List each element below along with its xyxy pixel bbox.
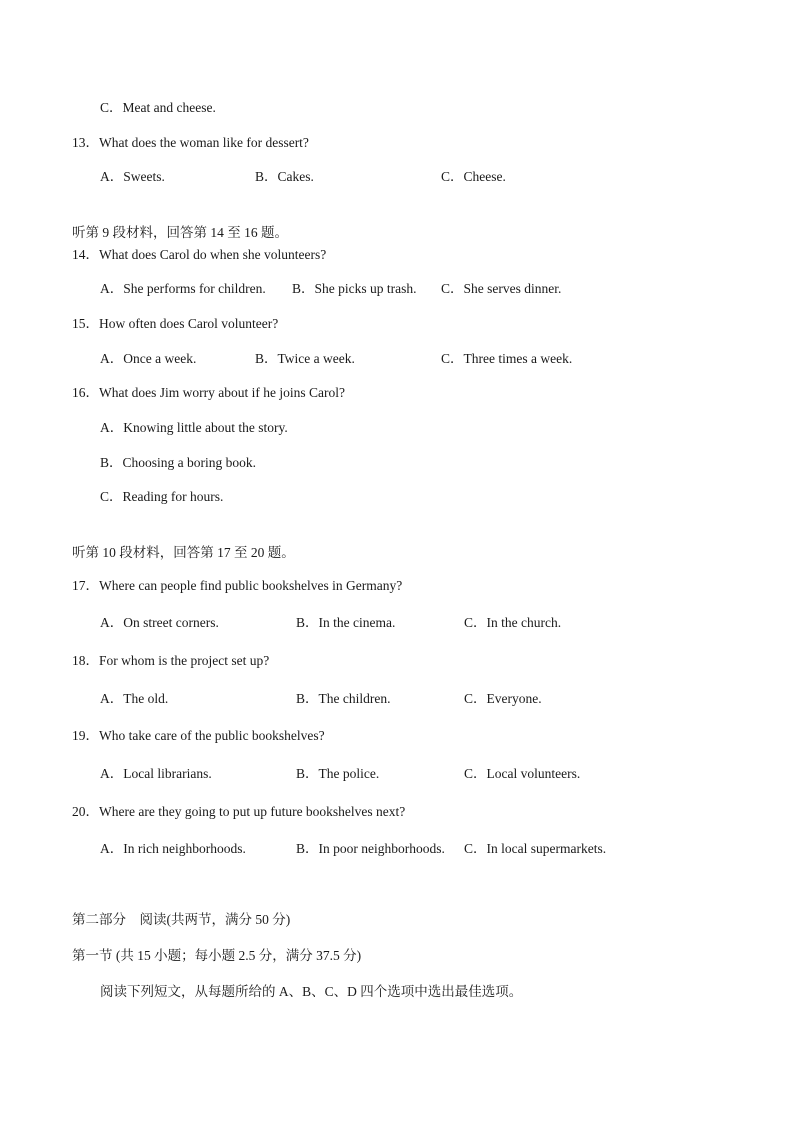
- q12-option-c: C．Meat and cheese.: [100, 100, 216, 115]
- q17-option-c: C．In the church.: [464, 615, 562, 630]
- q15-option-a: A．Once a week.: [100, 351, 197, 366]
- q16-stem: 16．What does Jim worry about if he joins Carol?: [72, 385, 345, 400]
- q19-option-c: C．Local volunteers.: [464, 766, 581, 781]
- q16-option-a: A．Knowing little about the story.: [100, 420, 288, 435]
- q16-option-c: C．Reading for hours.: [100, 489, 224, 504]
- reading-instruction: 阅读下列短文，从每题所给的 A、B、C、D 四个选项中选出最佳选项。: [100, 984, 523, 999]
- q19-option-a: A．Local librarians.: [100, 766, 212, 781]
- q19-stem: 19．Who take care of the public bookshelves?: [72, 728, 325, 743]
- q18-option-a: A．The old.: [100, 691, 169, 706]
- q20-option-a: A．In rich neighborhoods.: [100, 841, 246, 856]
- section-9-heading: 听第 9 段材料，回答第 14 至 16 题。: [72, 225, 288, 240]
- section-1-heading: 第一节 (共 15 小题；每小题 2.5 分，满分 37.5 分): [72, 948, 362, 963]
- q18-stem: 18．For whom is the project set up?: [72, 653, 270, 668]
- q19-option-b: B．The police.: [296, 766, 380, 781]
- q13-stem: 13．What does the woman like for dessert?: [72, 135, 309, 150]
- q14-option-c: C．She serves dinner.: [441, 281, 562, 296]
- q17-stem: 17．Where can people find public bookshelves in Germany?: [72, 578, 403, 593]
- q14-stem: 14．What does Carol do when she volunteers?: [72, 247, 327, 262]
- q13-option-c: C．Cheese.: [441, 169, 506, 184]
- q16-option-b: B．Choosing a boring book.: [100, 455, 257, 470]
- part-2-heading: 第二部分 阅读(共两节，满分 50 分): [72, 912, 291, 927]
- q20-stem: 20．Where are they going to put up future bookshelves next?: [72, 804, 406, 819]
- q13-option-b: B．Cakes.: [255, 169, 314, 184]
- q18-option-b: B．The children.: [296, 691, 391, 706]
- q15-option-c: C．Three times a week.: [441, 351, 573, 366]
- q15-option-b: B．Twice a week.: [255, 351, 355, 366]
- q17-option-a: A．On street corners.: [100, 615, 219, 630]
- q13-option-a: A．Sweets.: [100, 169, 165, 184]
- section-10-heading: 听第 10 段材料，回答第 17 至 20 题。: [72, 545, 295, 560]
- q20-option-b: B．In poor neighborhoods.: [296, 841, 445, 856]
- q18-option-c: C．Everyone.: [464, 691, 542, 706]
- q14-option-b: B．She picks up trash.: [292, 281, 417, 296]
- q15-stem: 15．How often does Carol volunteer?: [72, 316, 279, 331]
- q17-option-b: B．In the cinema.: [296, 615, 396, 630]
- q14-option-a: A．She performs for children.: [100, 281, 266, 296]
- q20-option-c: C．In local supermarkets.: [464, 841, 607, 856]
